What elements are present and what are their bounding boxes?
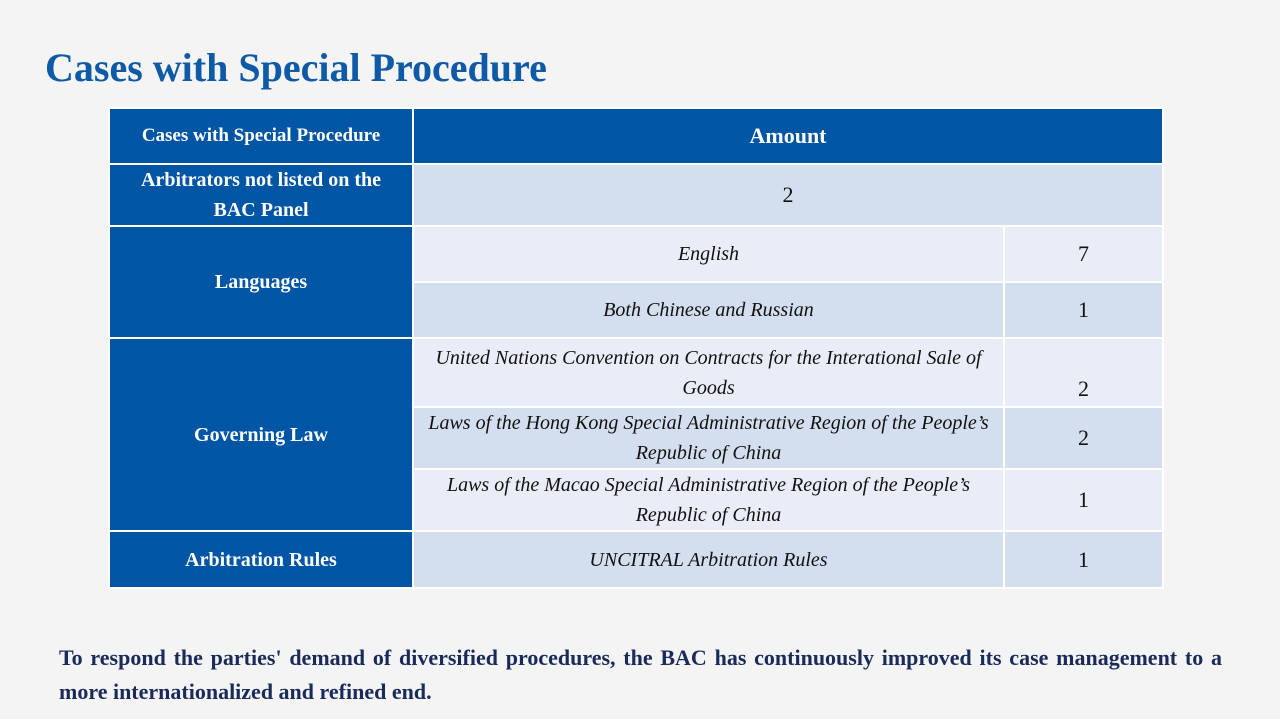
footer-note: To respond the parties' demand of diversified procedures, the BAC has continuously improved its case management to a more internationalized and refined end.: [59, 645, 1222, 704]
table-header-row: [109, 108, 1163, 164]
language-desc: Both Chinese and Russian: [413, 282, 1004, 338]
governing-law-amount: 1: [1004, 469, 1163, 531]
page-title: Cases with Special Procedure: [45, 45, 547, 90]
arbitrators-amount: 2: [413, 164, 1163, 226]
arbitration-rules-desc: UNCITRAL Arbitration Rules: [413, 531, 1004, 588]
table-row: [109, 531, 1163, 588]
row-label-arbitration-rules: Arbitration Rules: [109, 531, 413, 588]
row-label-arbitrators: Arbitrators not listed on the BAC Panel: [109, 164, 413, 226]
governing-law-amount: 2: [1004, 338, 1163, 407]
row-label-governing-law: Governing Law: [109, 338, 413, 531]
language-desc: English: [413, 226, 1004, 282]
table-row: [109, 338, 1163, 407]
governing-law-amount: 2: [1004, 407, 1163, 469]
arbitration-rules-amount: 1: [1004, 531, 1163, 588]
language-amount: 7: [1004, 226, 1163, 282]
header-category: Cases with Special Procedure: [109, 108, 413, 164]
table-row: [109, 226, 1163, 282]
header-amount: Amount: [413, 108, 1163, 164]
governing-law-desc: United Nations Convention on Contracts for the Interational Sale of Goods: [413, 338, 1004, 407]
governing-law-desc: Laws of the Macao Special Administrative Region of the People’s Republic of China: [413, 469, 1004, 531]
governing-law-desc: Laws of the Hong Kong Special Administrative Region of the People’s Republic of China: [413, 407, 1004, 469]
row-label-languages: Languages: [109, 226, 413, 338]
special-procedure-table: [108, 107, 1164, 589]
language-amount: 1: [1004, 282, 1163, 338]
table-row: [109, 164, 1163, 226]
